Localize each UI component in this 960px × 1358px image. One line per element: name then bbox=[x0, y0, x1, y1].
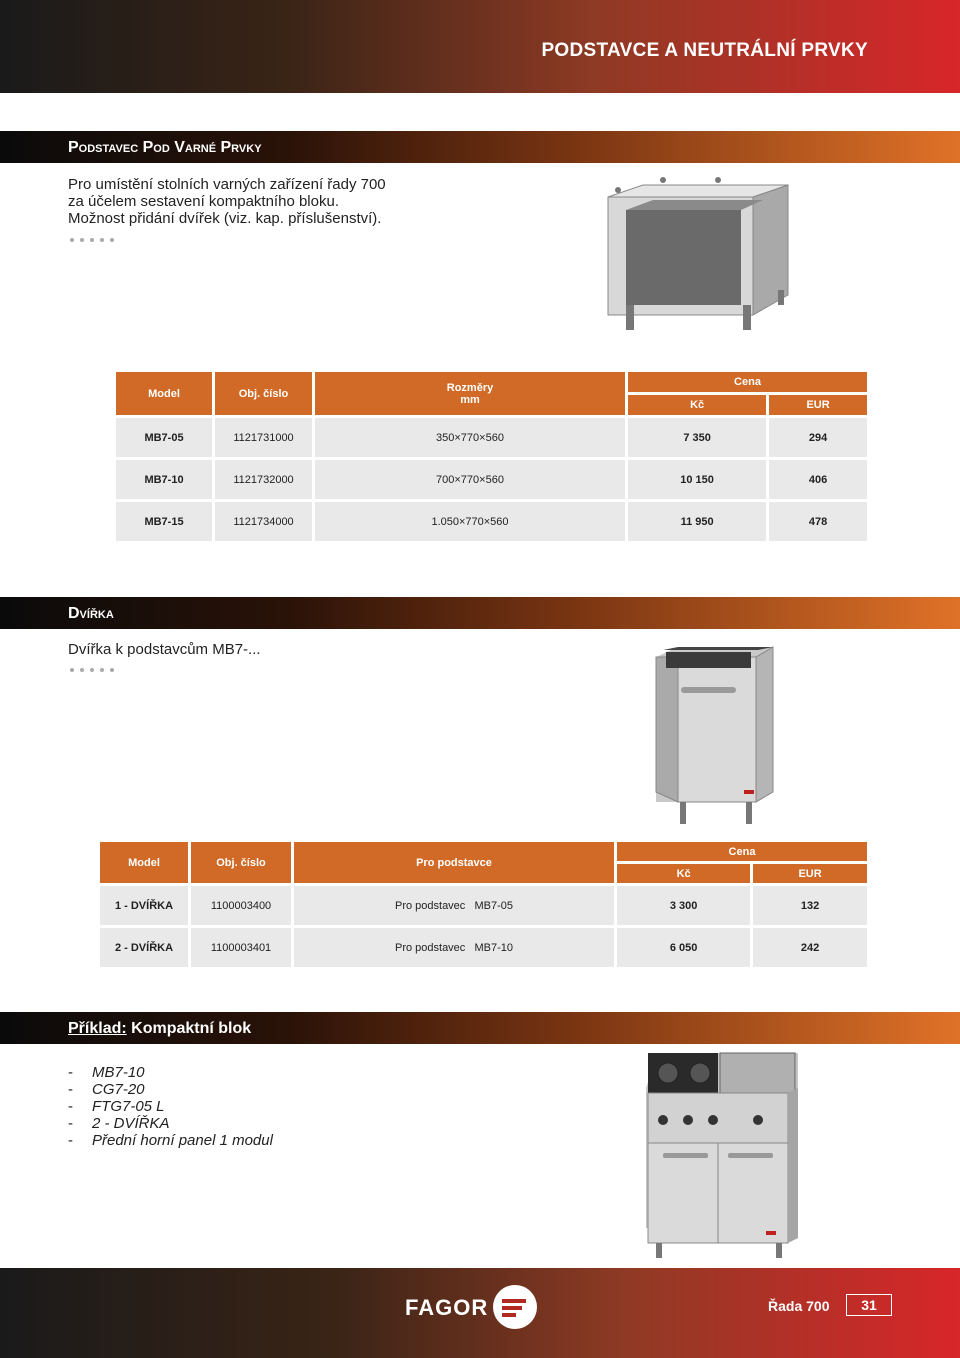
brand-logo: FAGOR bbox=[405, 1295, 489, 1320]
col-header-eur: EUR bbox=[769, 395, 867, 415]
cell-for: Pro podstavec MB7-05 bbox=[294, 886, 614, 925]
cell-obj: 1121732000 bbox=[215, 460, 312, 499]
series-label: Řada 700 bbox=[768, 1298, 830, 1314]
fagor-logo-icon bbox=[492, 1284, 538, 1330]
cell-dims: 700×770×560 bbox=[315, 460, 625, 499]
decorative-dots bbox=[70, 238, 114, 242]
section-header-example bbox=[0, 1012, 960, 1044]
cell-obj: 1100003401 bbox=[191, 928, 291, 967]
section-title: Příklad: Kompaktní blok bbox=[68, 1020, 252, 1037]
cell-model: MB7-05 bbox=[116, 418, 212, 457]
col-header-dims: Rozměry mm bbox=[315, 372, 625, 415]
door-cabinet-image bbox=[648, 642, 778, 827]
stand-price-table bbox=[113, 369, 870, 544]
section-header-doors bbox=[0, 597, 960, 629]
table-row bbox=[100, 886, 867, 925]
list-item: - Přední horní panel 1 modul bbox=[68, 1132, 273, 1149]
col-header-obj: Obj. číslo bbox=[191, 842, 291, 883]
decorative-dots bbox=[70, 668, 114, 672]
header-bar bbox=[0, 0, 960, 93]
cell-czk: 6 050 bbox=[617, 928, 750, 967]
table-row bbox=[100, 928, 867, 967]
cell-czk: 7 350 bbox=[628, 418, 766, 457]
desc-line: Možnost přidání dvířek (viz. kap. příslušenství). bbox=[68, 210, 382, 227]
section-title: Podstavec Pod Varné Prvky bbox=[68, 139, 262, 156]
col-header-for: Pro podstavce bbox=[294, 842, 614, 883]
cell-czk: 3 300 bbox=[617, 886, 750, 925]
stand-description bbox=[68, 176, 386, 227]
section-title: Dvířka bbox=[68, 605, 114, 622]
cell-eur: 406 bbox=[769, 460, 867, 499]
col-header-czk: Kč bbox=[628, 395, 766, 415]
cell-obj: 1121731000 bbox=[215, 418, 312, 457]
cell-model: 2 - DVÍŘKA bbox=[100, 928, 188, 967]
cell-model: MB7-10 bbox=[116, 460, 212, 499]
col-header-price: Cena bbox=[617, 842, 867, 861]
list-item: - FTG7-05 L bbox=[68, 1098, 165, 1115]
doors-price-table bbox=[97, 839, 870, 970]
cell-dims: 1.050×770×560 bbox=[315, 502, 625, 541]
col-header-price: Cena bbox=[628, 372, 867, 392]
cell-eur: 132 bbox=[753, 886, 867, 925]
cell-for: Pro podstavec MB7-10 bbox=[294, 928, 614, 967]
cell-dims: 350×770×560 bbox=[315, 418, 625, 457]
compact-block-image bbox=[638, 1048, 803, 1260]
page-title: PODSTAVCE A NEUTRÁLNÍ PRVKY bbox=[541, 40, 868, 61]
col-header-model: Model bbox=[116, 372, 212, 415]
col-header-eur: EUR bbox=[753, 864, 867, 883]
col-header-czk: Kč bbox=[617, 864, 750, 883]
list-item: - 2 - DVÍŘKA bbox=[68, 1115, 170, 1132]
cell-model: 1 - DVÍŘKA bbox=[100, 886, 188, 925]
doors-description: Dvířka k podstavcům MB7-... bbox=[68, 641, 261, 658]
cell-obj: 1100003400 bbox=[191, 886, 291, 925]
example-list bbox=[68, 1064, 273, 1149]
stand-image bbox=[598, 175, 793, 340]
section-header-stand bbox=[0, 131, 960, 163]
cell-obj: 1121734000 bbox=[215, 502, 312, 541]
cell-model: MB7-15 bbox=[116, 502, 212, 541]
cell-eur: 242 bbox=[753, 928, 867, 967]
cell-eur: 294 bbox=[769, 418, 867, 457]
table-row bbox=[116, 502, 867, 541]
footer-bar bbox=[0, 1268, 960, 1358]
cell-czk: 10 150 bbox=[628, 460, 766, 499]
cell-czk: 11 950 bbox=[628, 502, 766, 541]
cell-eur: 478 bbox=[769, 502, 867, 541]
col-header-model: Model bbox=[100, 842, 188, 883]
desc-line: za účelem sestavení kompaktního bloku. bbox=[68, 193, 339, 210]
list-item: - MB7-10 bbox=[68, 1064, 145, 1081]
table-row bbox=[116, 418, 867, 457]
list-item: - CG7-20 bbox=[68, 1081, 145, 1098]
page-number: 31 bbox=[846, 1294, 892, 1316]
desc-line: Pro umístění stolních varných zařízení řady 700 bbox=[68, 176, 386, 193]
col-header-obj: Obj. číslo bbox=[215, 372, 312, 415]
table-row bbox=[116, 460, 867, 499]
